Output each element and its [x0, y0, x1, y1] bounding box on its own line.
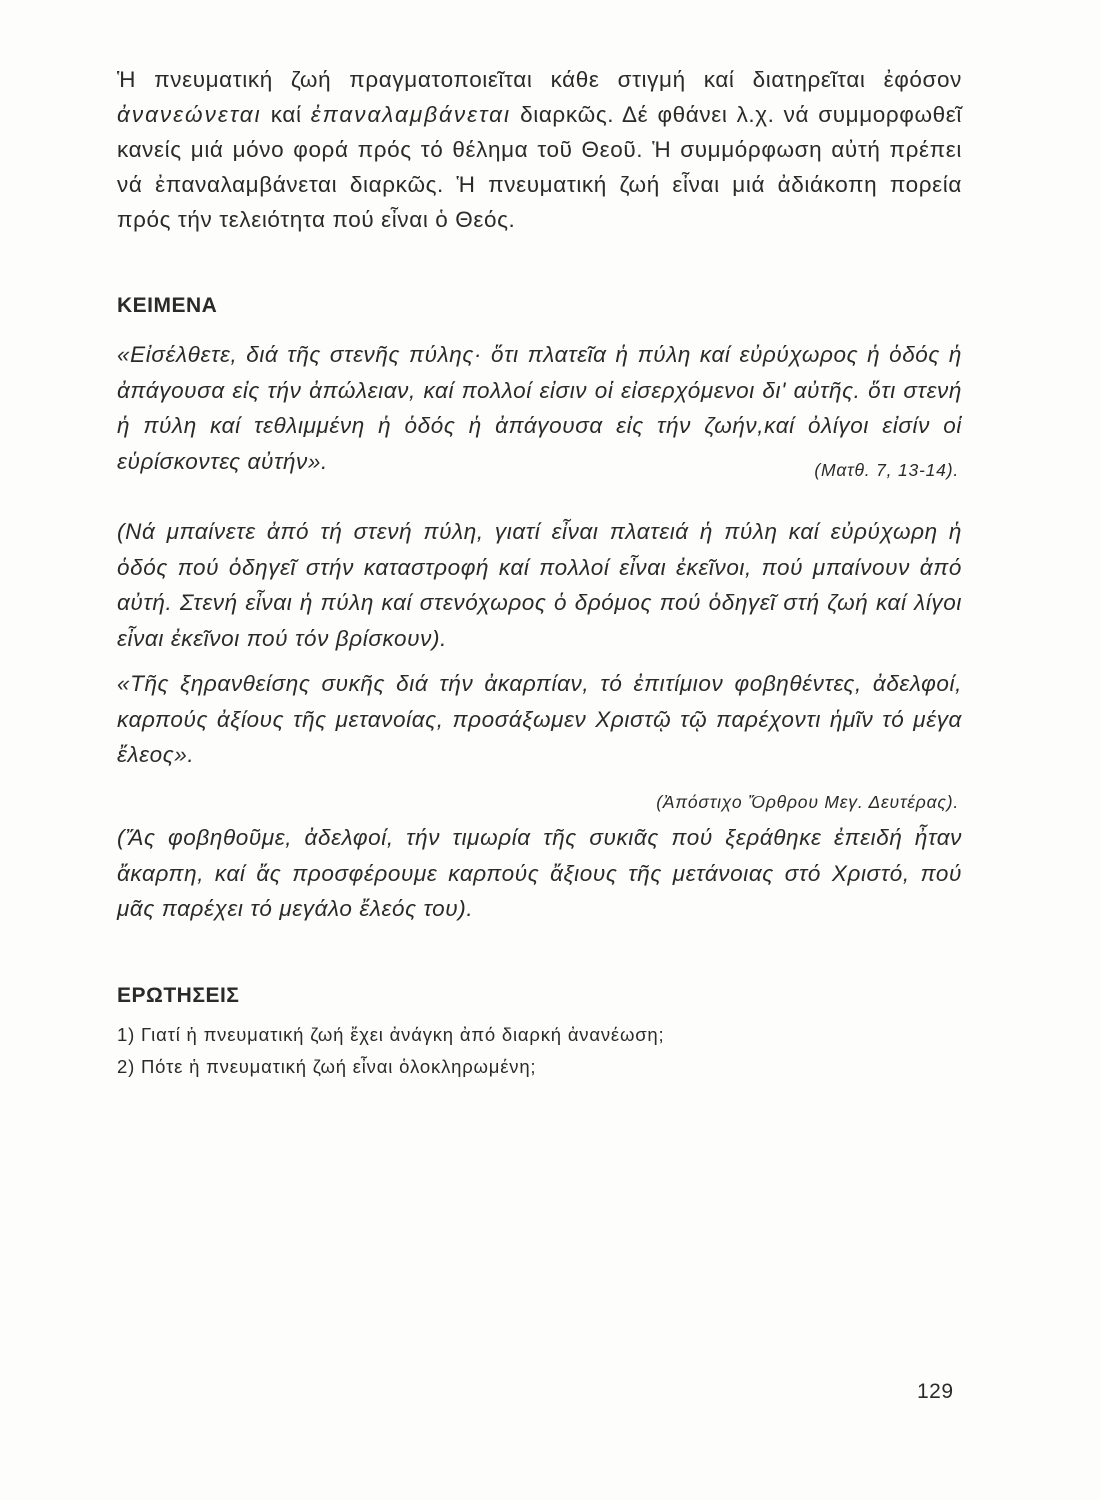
intro-text-3: διαρκῶς. Δέ φθάνει λ.χ. νά συμμορφωθεῖ κανείς μιά μόνο φορά πρός τό θέλημα τοῦ Θεοῦ. Ἡ συμμόρφωση αὐτή πρέπει νά ἐπαναλαμβάνεται διαρκῶς. Ἡ πνευματική ζωή εἶναι μιά ἀδιάκοπη πορεία πρός τήν τελειότητα πού εἶναι ὁ Θεός. — [117, 102, 963, 232]
hymn-quote: «Τῆς ξηρανθείσης συκῆς διά τήν ἀκαρπίαν, τό ἐπιτίμιον φοβηθέντες, ἀδελφοί, καρπούς ἀξίους τῆς μετανοίας, προσάξωμεν Χριστῷ τῷ παρέχοντι ἡμῖν τό μέγα ἔλεος». — [117, 671, 962, 767]
page-number: 129 — [917, 1380, 954, 1403]
scripture-translation: (Νά μπαίνετε ἀπό τή στενή πύλη, γιατί εἶναι πλατειά ἡ πύλη καί εὐρύχωρη ἡ ὁδός πού ὁδηγεῖ στήν καταστροφή καί πολλοί εἶναι ἐκεῖνοι, πού μπαίνουν ἀπό αὐτή. Στενή εἶναι ἡ πύλη καί στενόχωρος ὁ δρόμος πού ὁδηγεῖ στή ζωή καί λίγοι εἶναι ἐκεῖνοι πού τόν βρίσκουν). — [117, 519, 962, 651]
hymn-translation: (Ἄς φοβηθοῦμε, ἀδελφοί, τήν τιμωρία τῆς συκιᾶς πού ξεράθηκε ἐπειδή ἦταν ἄκαρπη, καί ἄς προσφέρουμε καρπούς ἄξιους τῆς μετάνοιας στό Χριστό, πού μᾶς παρέχει τό μεγάλο ἔλεός του). — [117, 825, 962, 921]
section-heading-keimena: ΚΕΙΜΕΝΑ — [117, 294, 218, 317]
hymn-reference: (Ἀπόστιχο Ὄρθρου Μεγ. Δευτέρας). — [656, 792, 959, 812]
intro-text-2: καί — [261, 102, 311, 127]
intro-paragraph — [117, 62, 962, 237]
intro-emphasis-2: ἐπαναλαμβάνεται — [310, 102, 511, 127]
question-item-1: 1) Γιατί ἡ πνευματική ζωή ἔχει ἀνάγκη ἀπό διαρκή ἀνανέωση; — [117, 1024, 665, 1045]
section-heading-erotiseis: ΕΡΩΤΗΣΕΙΣ — [117, 984, 240, 1007]
intro-text-1: Ἡ πνευματική ζωή πραγματοποιεῖται κάθε στιγμή καί διατηρεῖται ἐφόσον — [117, 67, 962, 92]
scripture-reference: (Ματθ. 7, 13-14). — [814, 460, 959, 480]
question-item-2: 2) Πότε ἡ πνευματική ζωή εἶναι ὁλοκληρωμένη; — [117, 1056, 537, 1077]
intro-emphasis-1: ἀνανεώνεται — [117, 102, 262, 127]
scripture-quote: «Εἰσέλθετε, διά τῆς στενῆς πύλης· ὅτι πλατεῖα ἡ πύλη καί εὐρύχωρος ἡ ὁδός ἡ ἀπάγουσα εἰς τήν ἀπώλειαν, καί πολλοί εἰσιν οἱ εἰσερχόμενοι δι' αὐτῆς. ὅτι στενή ἡ πύλη καί τεθλιμμένη ἡ ὁδός ἡ ἀπάγουσα εἰς τήν ζωήν,καί ὀλίγοι εἰσίν οἱ εὑρίσκοντες αὐτήν». — [117, 342, 962, 474]
